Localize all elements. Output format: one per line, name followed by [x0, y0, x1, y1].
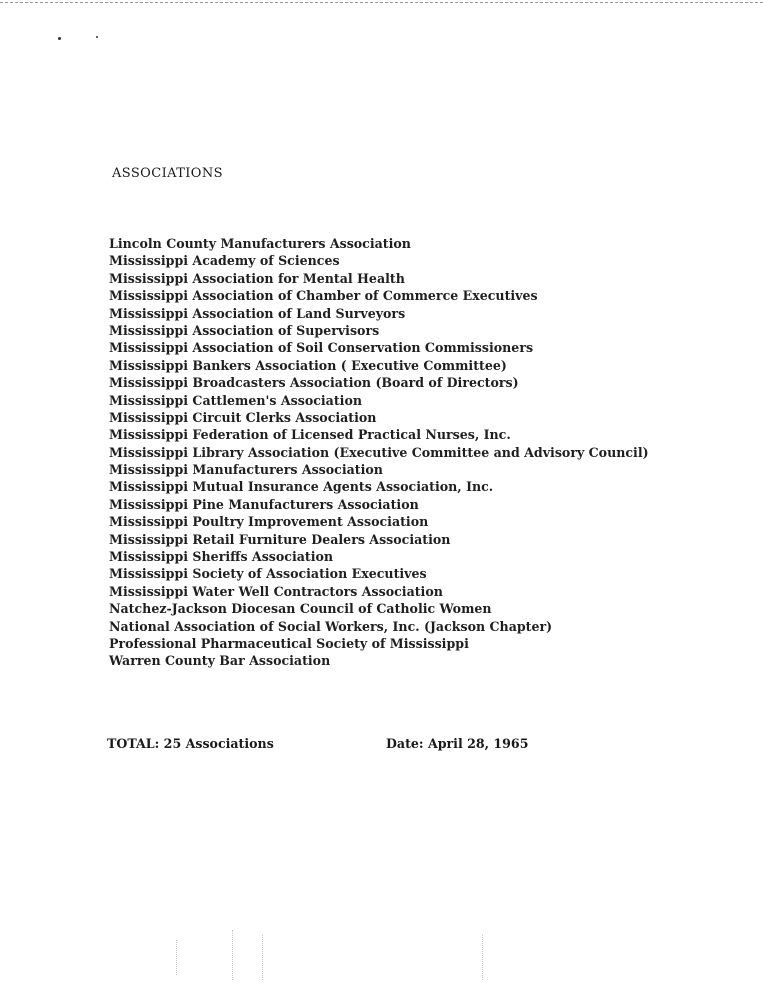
scan-speck — [58, 37, 61, 40]
association-item: Mississippi Mutual Insurance Agents Association, Inc. — [109, 479, 494, 495]
association-item: Professional Pharmaceutical Society of Mississippi — [109, 635, 469, 651]
association-item: Mississippi Association of Supervisors — [109, 322, 380, 338]
scan-artifact-line — [262, 935, 264, 980]
association-item: Mississippi Society of Association Executives — [109, 566, 427, 582]
association-item: National Association of Social Workers, Inc. (Jackson Chapter) — [109, 618, 553, 634]
association-item: Mississippi Academy of Sciences — [109, 253, 340, 269]
association-item: Mississippi Sheriffs Association — [109, 549, 334, 565]
scan-artifact-line — [232, 930, 234, 980]
association-list — [109, 235, 649, 670]
association-item: Lincoln County Manufacturers Association — [109, 236, 411, 251]
association-item: Mississippi Pine Manufacturers Association — [109, 496, 419, 512]
association-item: Mississippi Cattlemen's Association — [109, 392, 362, 408]
total-count: TOTAL: 25 Associations — [107, 736, 274, 751]
association-item: Mississippi Retail Furniture Dealers Association — [109, 531, 451, 547]
association-item: Natchez-Jackson Diocesan Council of Catholic Women — [109, 601, 492, 617]
association-item: Mississippi Poultry Improvement Association — [109, 514, 429, 530]
scan-speck — [96, 36, 98, 38]
association-item: Mississippi Manufacturers Association — [109, 462, 383, 478]
association-item: Mississippi Federation of Licensed Practical Nurses, Inc. — [109, 427, 511, 443]
scan-artifact-line — [482, 935, 484, 980]
association-item: Mississippi Association for Mental Health — [109, 270, 405, 286]
association-item: Warren County Bar Association — [109, 653, 331, 669]
association-item: Mississippi Association of Soil Conservation Commissioners — [109, 340, 534, 356]
association-item: Mississippi Association of Land Surveyors — [109, 305, 406, 321]
page-top-edge — [0, 2, 763, 3]
association-item: Mississippi Library Association (Executive Committee and Advisory Council) — [109, 444, 649, 460]
association-item: Mississippi Bankers Association ( Executive Committee) — [109, 357, 507, 373]
association-item: Mississippi Broadcasters Association (Board of Directors) — [109, 375, 519, 391]
document-date: Date: April 28, 1965 — [386, 736, 529, 751]
scan-artifact-line — [176, 940, 178, 975]
association-item: Mississippi Circuit Clerks Association — [109, 409, 377, 425]
association-item: Mississippi Water Well Contractors Association — [109, 583, 443, 599]
association-item: Mississippi Association of Chamber of Commerce Executives — [109, 288, 538, 304]
section-heading: ASSOCIATIONS — [112, 166, 223, 181]
